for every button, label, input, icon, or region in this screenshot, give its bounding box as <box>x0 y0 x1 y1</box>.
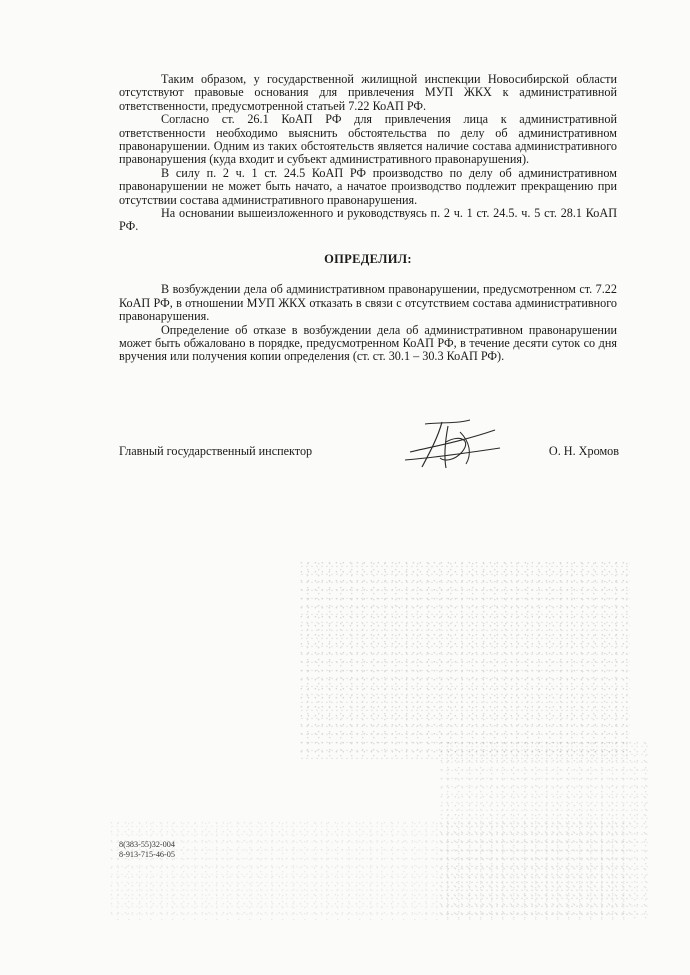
signer-name: О. Н. Хромов <box>548 444 619 458</box>
paragraph: В возбуждении дела об административном правонарушении, предусмотренном ст. 7.22 КоАП РФ, в отношении МУП ЖКХ отказать в связи с отсутствием состава административного правонарушения. <box>119 282 617 324</box>
paragraph: Определение об отказе в возбуждении дела об административном правонарушении может быть обжаловано в порядке, предусмотренном КоАП РФ, в течение десяти суток со дня вручения или получения копии определения (ст. ст. 30.1 – 30.3 КоАП РФ). <box>119 322 617 364</box>
scan-noise <box>440 740 650 920</box>
phone-line: 8-913-715-46-05 <box>119 849 175 859</box>
signer-title: Главный государственный инспектор <box>119 444 313 458</box>
paragraph: В силу п. 2 ч. 1 ст. 24.5 КоАП РФ производство по делу об административном правонарушении не может быть начато, а начатое производство подлежит прекращению при отсутствии состава административного правонарушения. <box>119 165 617 207</box>
paragraph: Согласно ст. 26.1 КоАП РФ для привлечения лица к административной ответственности необходимо выяснить обстоятельства по делу об административном правонарушении. Одним из таких обстоятельств является наличие состава административного правонарушения (куда входит и субъект административного правонарушения). <box>119 112 617 167</box>
paragraph: Таким образом, у государственной жилищной инспекции Новосибирской области отсутствуют правовые основания для привлечения МУП ЖКХ к административной ответственности, предусмотренной статьей 7.22 КоАП РФ. <box>119 72 617 113</box>
contact-phones <box>119 840 175 859</box>
section-heading: ОПРЕДЕЛИЛ: <box>324 251 412 266</box>
paragraph: На основании вышеизложенного и руководствуясь п. 2 ч. 1 ст. 24.5. ч. 5 ст. 28.1 КоАП РФ. <box>119 206 617 234</box>
scan-noise <box>300 560 630 760</box>
signature-row <box>119 444 619 464</box>
phone-line: 8(383-55)32-004 <box>119 840 175 849</box>
document-body <box>119 73 617 364</box>
scan-noise <box>110 820 630 920</box>
